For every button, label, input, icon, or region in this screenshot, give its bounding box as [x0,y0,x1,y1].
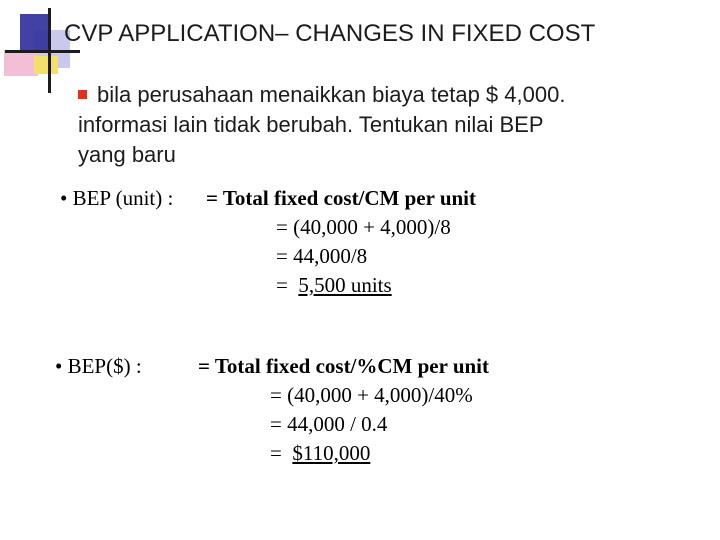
bep-dollar-result: $110,000 [292,441,371,465]
bep-unit-step-2: = 44,000/8 [276,244,368,268]
intro-paragraph [78,80,698,170]
bep-unit-label: • BEP (unit) : [60,186,174,210]
bep-unit-result-line: = 5,500 units [276,273,392,297]
slide-title: CVP APPLICATION– CHANGES IN FIXED COST [64,20,596,47]
deco-square-blue [20,14,50,50]
bep-dollar-step-2: = 44,000 / 0.4 [270,412,388,436]
deco-horizontal-line [5,50,80,53]
intro-line-3: yang baru [78,142,176,167]
deco-square-yellow [34,56,58,74]
bep-dollar-step-1: = (40,000 + 4,000)/40% [270,383,473,407]
deco-square-pink [4,50,38,76]
intro-line-2: informasi lain tidak berubah. Tentukan nilai BEP [78,112,544,137]
bep-dollar-result-line: = $110,000 [270,441,371,465]
square-bullet-icon [78,90,87,99]
bep-unit-formula: = Total fixed cost/CM per unit [206,186,477,210]
intro-line-1: bila perusahaan menaikkan biaya tetap $ 4,000. [78,80,698,110]
bep-dollar-formula: = Total fixed cost/%CM per unit [198,354,490,378]
bep-unit-step-1: = (40,000 + 4,000)/8 [276,215,451,239]
bep-unit-result: 5,500 units [298,273,392,297]
bep-dollar-label: • BEP($) : [55,354,142,378]
decorative-corner [0,0,80,100]
